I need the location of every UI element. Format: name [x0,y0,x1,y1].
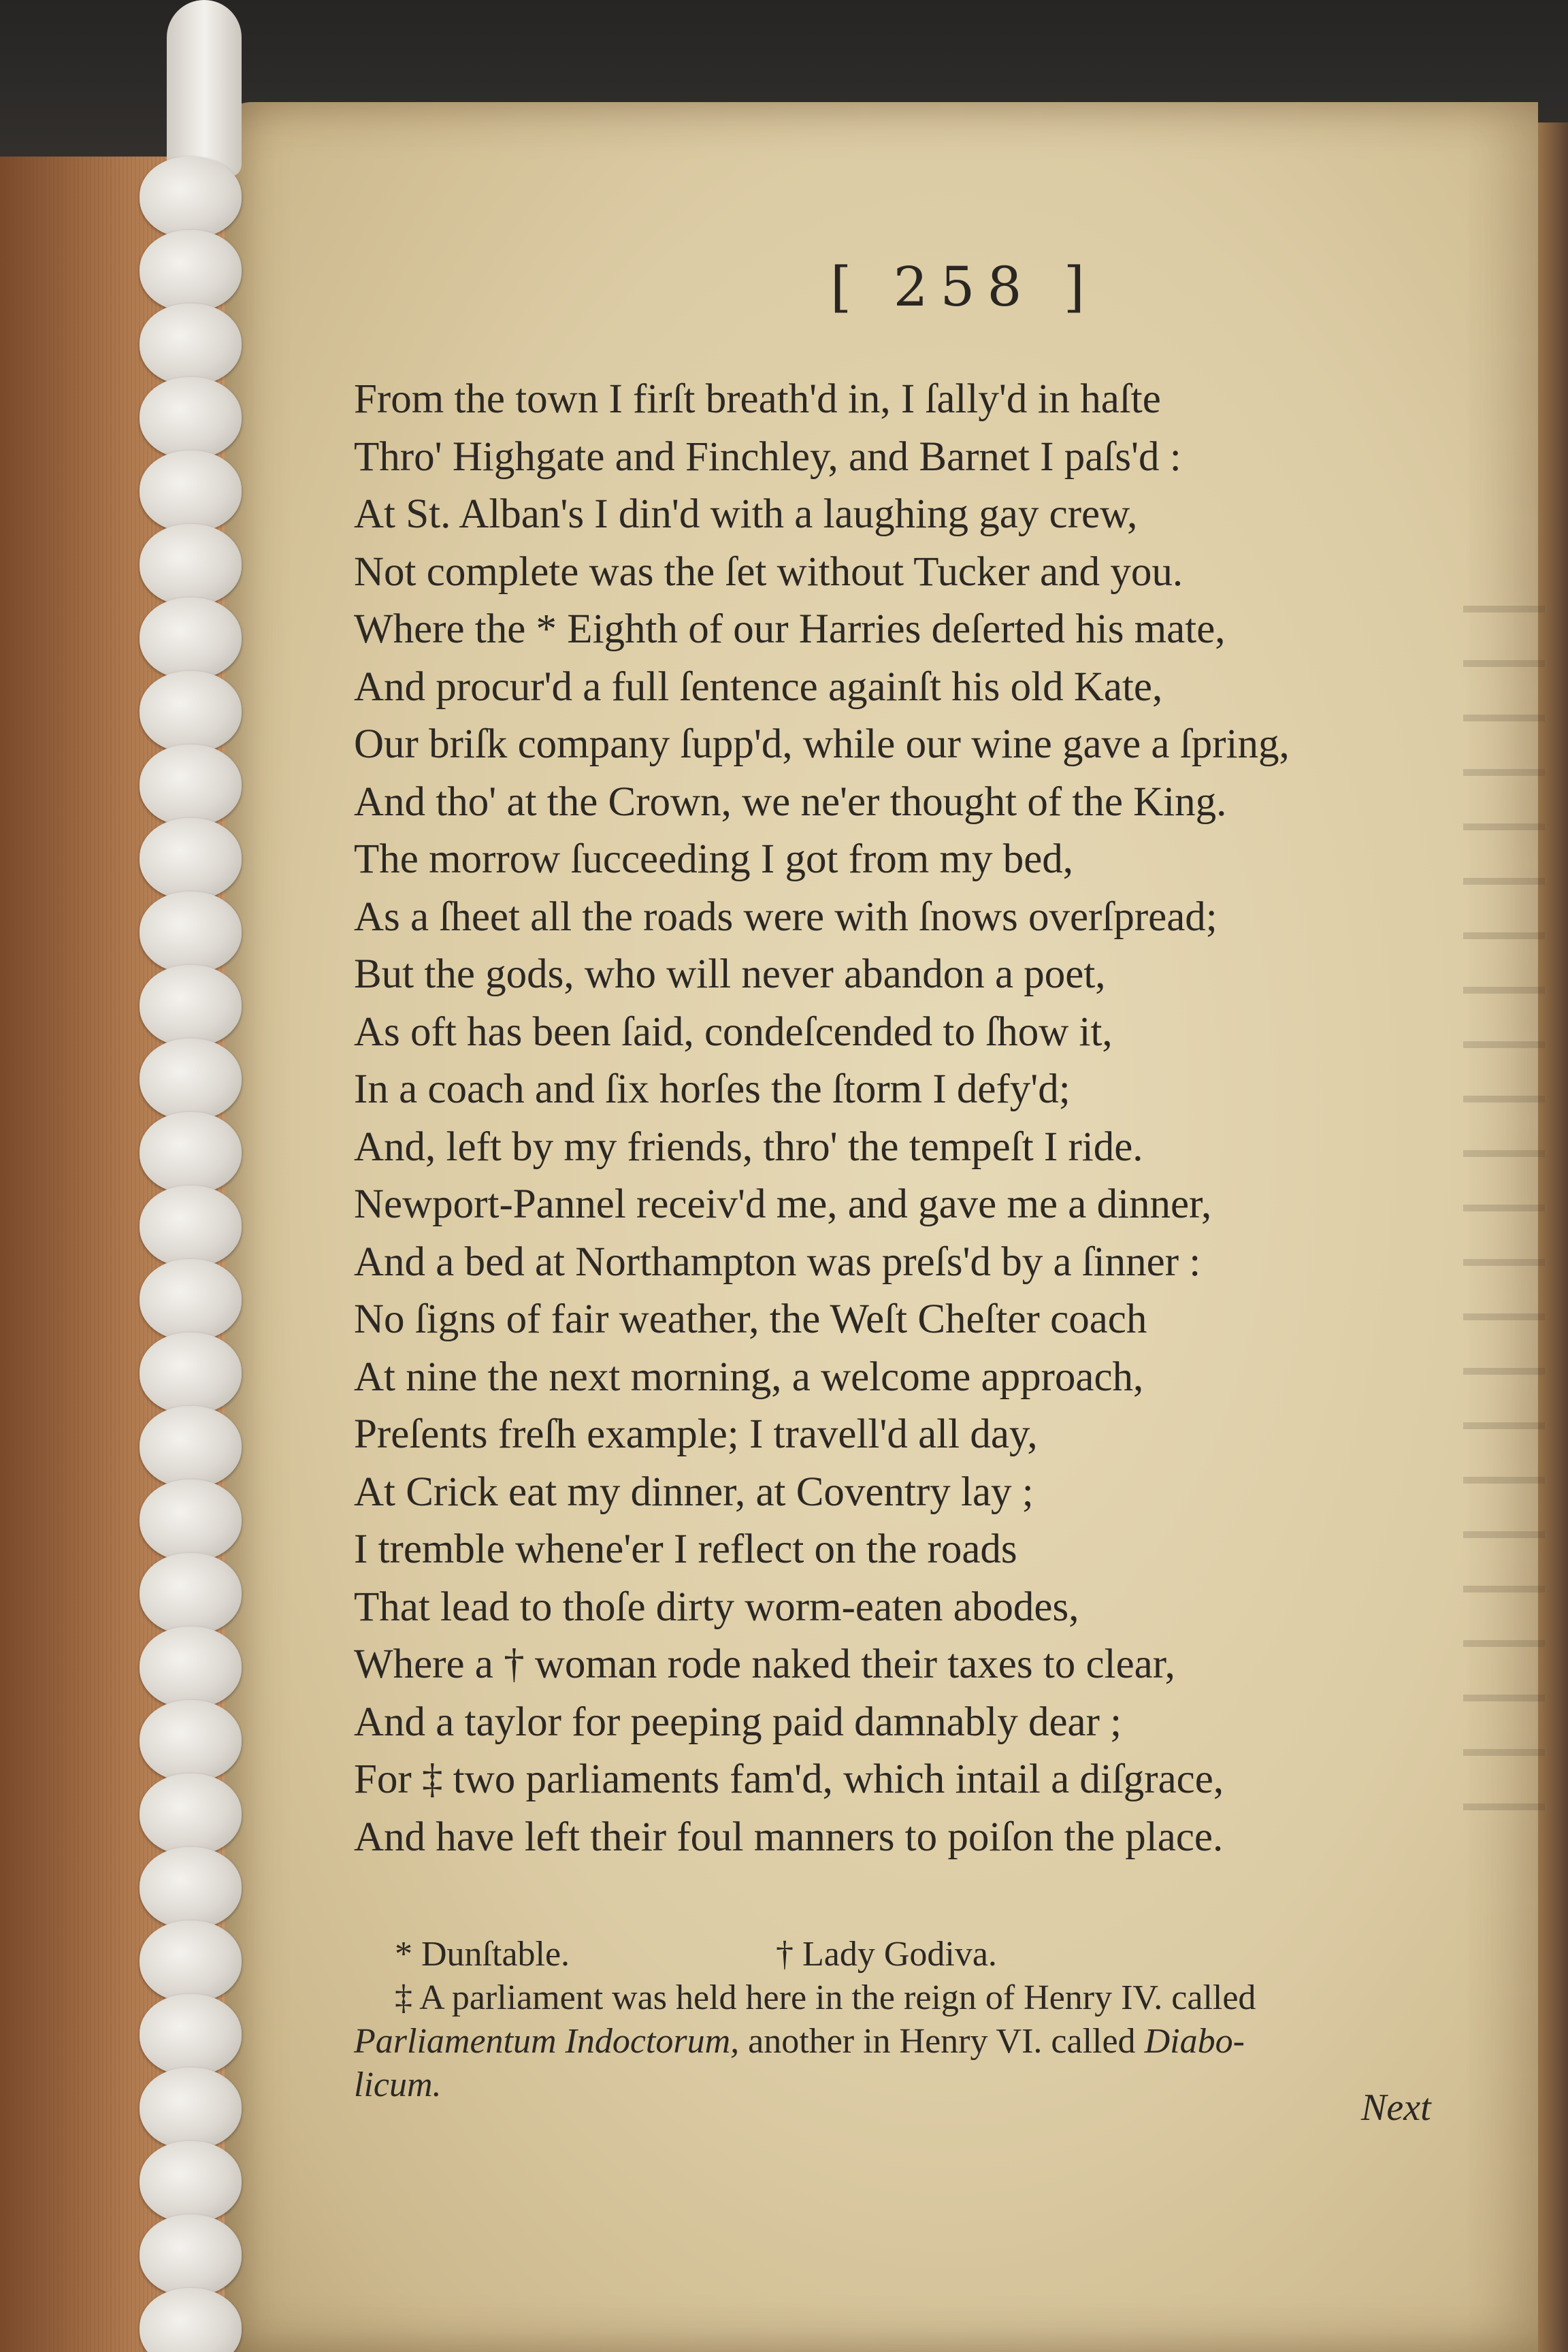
show-through-text [1463,558,1545,1851]
ribbon-knot [140,2141,242,2223]
footnote-latin-3: licum. [354,2065,442,2104]
ribbon-knot [140,304,242,385]
ribbon-knot [140,1186,242,1267]
ribbon-knot [140,1480,242,1561]
verse-line: In a coach and ſix horſes the ſtorm I defy'd; [354,1066,1071,1112]
verse-line: At St. Alban's I din'd with a laughing gay crew, [354,491,1138,537]
footnote-latin-1: Parliamentum Indoctorum, [354,2022,740,2061]
ribbon-knot [140,2068,242,2149]
verse-line: And have left their foul manners to poiſon the place. [354,1814,1224,1860]
ribbon-knot [140,451,242,532]
verse-line: Where the * Eighth of our Harries deſerted his mate, [354,606,1226,652]
verse-line: And a bed at Northampton was preſs'd by a ſinner : [354,1239,1201,1285]
ribbon-knot [140,1112,242,1194]
verse-line: That lead to thoſe dirty worm-eaten abodes, [354,1584,1079,1630]
footnote-parliament-cont: another in Henry VI. called [739,2022,1145,2061]
verse-line: As oft has been ſaid, condeſcended to ſhow it, [354,1009,1113,1055]
footnote-row [354,2020,1456,2063]
verse-line: The morrow ſucceeding I got from my bed, [354,836,1074,882]
verse-line: For ‡ two parliaments fam'd, which intail a diſgrace, [354,1757,1224,1802]
ribbon-knot [140,1774,242,1855]
ribbon-knot [140,1039,242,1120]
footnote-dunstable: * Dunſtable. [395,1935,570,1974]
verse-line: Not complete was the ſet without Tucker and you. [354,549,1183,595]
ribbon-knot [140,1333,242,1414]
footnote-godiva: † Lady Godiva. [776,1935,997,1974]
verse-line: But the gods, who will never abandon a poet, [354,951,1106,997]
footnote-row [354,1933,1456,1976]
footnote-parliament: ‡ A parliament was held here in the reign of Henry IV. called [395,1978,1256,2017]
verse-line: Thro' Highgate and Finchley, and Barnet I paſs'd : [354,434,1181,480]
verse-line: And procur'd a full ſentence againſt his old Kate, [354,664,1163,710]
verse-line: Our briſk company ſupp'd, while our wine gave a ſpring, [354,721,1290,767]
verse-line: At nine the next morning, a welcome approach, [354,1354,1144,1400]
ribbon-knot [140,892,242,973]
ribbon-knot [140,745,242,826]
verse-line: Where a † woman rode naked their taxes to clear, [354,1642,1175,1687]
footnote-row [354,1976,1456,2020]
verse-line: Preſents freſh example; I travell'd all day, [354,1411,1038,1457]
ribbon-knot [140,965,242,1047]
ribbon-knot [140,1406,242,1488]
ribbon-top [167,0,242,177]
ribbon-knot [140,671,242,753]
page-number: [ 258 ] [830,255,1097,318]
ribbon-knot [140,818,242,900]
footnote-row [354,2063,1456,2107]
verse-line: And a taylor for peeping paid damnably dear ; [354,1699,1122,1745]
ribbon-knot [140,2215,242,2296]
ribbon-knot [140,1700,242,1782]
ribbon-knot [140,157,242,238]
ribbon-knot [140,1259,242,1341]
ribbon-knot [140,377,242,459]
ribbon-knot [140,230,242,312]
ribbon-knot [140,1921,242,2002]
ribbon-knot [140,598,242,679]
footnote-latin-2: Diabo- [1144,2022,1245,2061]
verse-line: As a ſheet all the roads were with ſnows overſpread; [354,894,1218,940]
ribbon-knot [140,1994,242,2076]
verse-line: No ſigns of fair weather, the Weſt Cheſter coach [354,1296,1147,1342]
footnotes [354,1933,1456,2107]
verse-block [354,371,1456,1866]
ribbon-bookmark [140,0,242,2352]
ribbon-knot [140,1553,242,1635]
verse-line: And, left by my friends, thro' the tempeſt I ride. [354,1124,1143,1170]
ribbon-knot [140,1627,242,1708]
ribbon-knot [140,1847,242,1929]
verse-line: I tremble whene'er I reflect on the roads [354,1526,1017,1572]
catchword: Next [1361,2087,1431,2129]
ribbon-knot [140,2288,242,2352]
ribbon-knot [140,524,242,606]
verse-line: At Crick eat my dinner, at Coventry lay ; [354,1469,1034,1515]
verse-line: From the town I firſt breath'd in, I ſally'd in haſte [354,376,1161,422]
verse-line: Newport-Pannel receiv'd me, and gave me a dinner, [354,1181,1212,1227]
verse-line: And tho' at the Crown, we ne'er thought of the King. [354,779,1227,825]
